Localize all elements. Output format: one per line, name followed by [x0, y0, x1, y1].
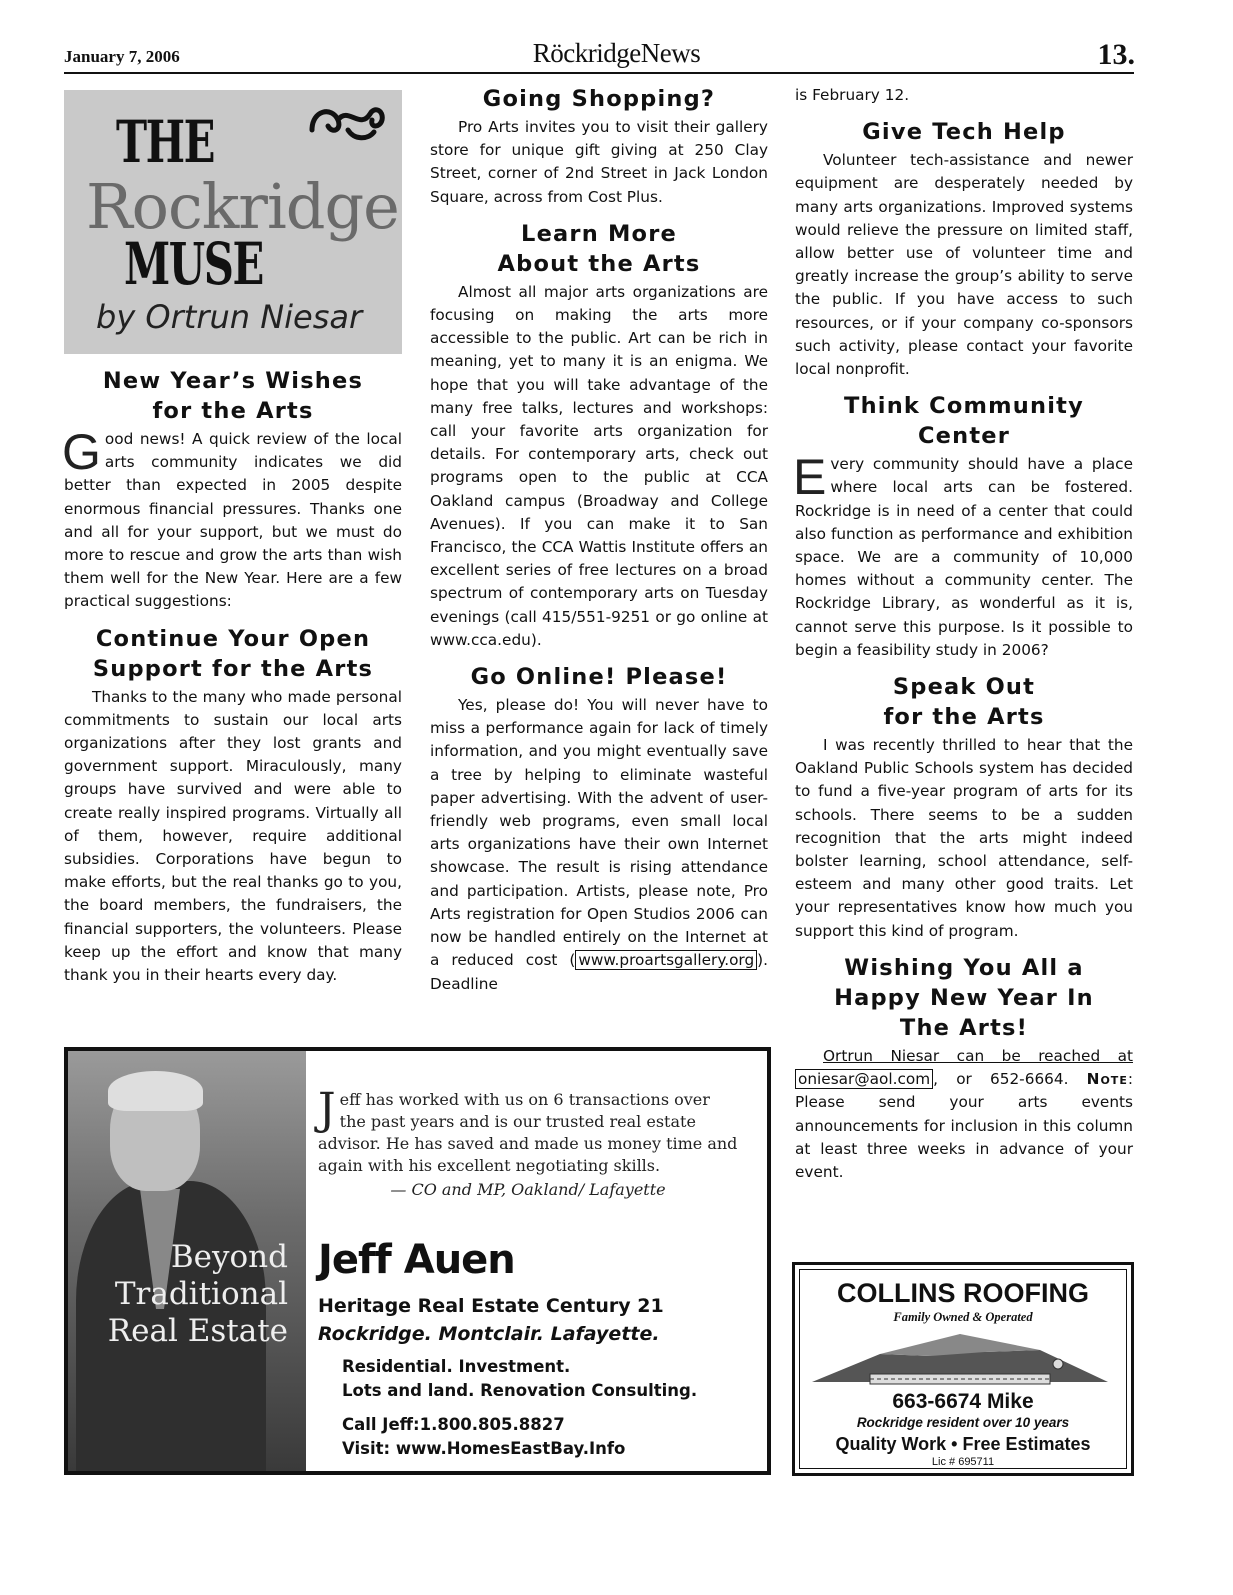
heading-line: for the Arts: [152, 398, 314, 424]
paragraph-text: , or 652-6664.: [933, 1070, 1069, 1089]
roofing-quality: Quality Work • Free Estimates: [835, 1434, 1091, 1454]
heading-learn-more: [430, 219, 768, 279]
paragraph-text: very community should have a place where local arts can be fostered. Rockridge is in need of a center that could also function as performance and exhibition space. We are a community of 10,000 homes without a community center. The Rockridge Library, as wonderful as it is, cannot serve this purpose. Is it possible to begin a feasibility study in 2006?: [795, 455, 1133, 659]
heading-give-tech-help: Give Tech Help: [862, 119, 1066, 146]
agent-phone[interactable]: Call Jeff:1.800.805.8827: [342, 1415, 565, 1434]
column-masthead: [64, 90, 402, 354]
issue-date: January 7, 2006: [64, 47, 180, 66]
roofing-phone[interactable]: 663-6674 Mike: [892, 1390, 1034, 1413]
photo-hair: [108, 1071, 203, 1111]
heading-wishing-you: [795, 953, 1133, 1043]
contact-paragraph: [795, 1045, 1133, 1184]
column-3: [795, 84, 1133, 1184]
tech-help-paragraph: Volunteer tech-assistance and newer equipment are desperately needed by many arts organizations. Improved systems would relieve the pressure on limited staff, allow better use of volunteer time and greatly increase the group’s ability to serve the public. If you have access to such resources, or if your company co-sponsors such activity, please contact your favorite local nonprofit.: [795, 151, 1133, 379]
roofing-resident: Rockridge resident over 10 years: [856, 1415, 1070, 1430]
email-link[interactable]: oniesar@aol.com: [795, 1069, 933, 1089]
agent-services: Residential. Investment.: [342, 1357, 571, 1376]
heading-line: The Arts!: [899, 1014, 1029, 1041]
page-number: 13.: [1097, 38, 1135, 71]
heading-line: Learn More: [521, 220, 677, 247]
roofing-ad-frame: [799, 1269, 1127, 1469]
heading-line: Think Community: [844, 393, 1084, 420]
community-paragraph: [793, 449, 1133, 662]
header-rule: [64, 72, 1134, 74]
drop-cap: G: [62, 424, 101, 480]
go-online-paragraph: [430, 694, 768, 996]
heading-line: for the Arts: [883, 704, 1045, 731]
heading-line: New Year’s Wishes: [102, 368, 364, 394]
heading-line: Speak Out: [892, 674, 1036, 701]
paragraph-text: ood news! A quick review of the local arts community indicates we did better than expected in 2005 despite enormous financial pressures. Thanks one and all for your support, but we must do more to rescue and grow the arts than wish them well for the New Year. Here are a few practical suggestions:: [64, 430, 402, 611]
heading-line: Happy New Year In: [834, 984, 1094, 1011]
tagline-line: Traditional: [114, 1276, 288, 1312]
ornament-icon: [308, 100, 388, 155]
paragraph-text: ). Deadline: [430, 951, 768, 993]
drop-cap: E: [793, 449, 827, 506]
heading-go-online: Go Online! Please!: [470, 664, 728, 691]
publication-name: [0, 38, 1233, 69]
masthead-the: THE: [116, 108, 215, 176]
deadline-continuation: is February 12.: [795, 86, 910, 104]
roofing-license: Lic # 695711: [931, 1456, 995, 1468]
testimonial-text: eff has worked with us on 6 transactions over the past years and is our trusted real estate advisor. He has saved and made us money time and again with his excellent negotiating skills.: [318, 1090, 738, 1175]
agent-locations: Rockridge. Montclair. Lafayette.: [318, 1323, 660, 1345]
learn-more-paragraph: Almost all major arts organizations are focusing on making the arts more accessible to the public. Art can be rich in meaning, yet to many it is an enigma. We hope that you will take advantage of the many free talks, lectures and workshops: call your favorite arts organization for details. For contemporary arts, check out programs open to the public at CCA Oakland campus (Broadway and College Avenues). If you can make it to San Francisco, the CCA Wattis Institute offers an excellent series of free lectures on a broad spectrum of contemporary arts on Tuesday evenings (call 415/551-9251 or go online at www.cca.edu).: [430, 282, 768, 649]
intro-paragraph: [62, 424, 402, 614]
heading-line: Center: [917, 423, 1011, 450]
tagline-line: Beyond: [170, 1239, 288, 1275]
heading-line: About the Arts: [497, 250, 701, 277]
heading-think-community: [795, 391, 1133, 451]
proarts-link[interactable]: www.proartsgallery.org: [575, 950, 757, 970]
masthead-byline: by Ortrun Niesar: [96, 298, 363, 336]
heading-line: Continue Your Open: [95, 625, 371, 652]
testimonial: [318, 1084, 738, 1201]
real-estate-ad: [64, 1047, 771, 1475]
column-1: [64, 366, 402, 987]
note-label: Note: [1086, 1070, 1128, 1089]
roofing-ad: [792, 1262, 1134, 1476]
paragraph-text: : Please send your arts events announcements for inclusion in this column at least three weeks in advance of your event.: [795, 1070, 1133, 1181]
tagline-line: Real Estate: [107, 1313, 288, 1349]
heading-line: Wishing You All a: [844, 954, 1084, 981]
heading-continue-support: [64, 624, 402, 684]
masthead-rockridge: Rockridge: [86, 170, 399, 243]
testimonial-attribution: — CO and MP, Oakland/ Lafayette: [390, 1180, 666, 1199]
heading-new-years-wishes: [64, 366, 402, 426]
shopping-paragraph: Pro Arts invites you to visit their gallery store for unique gift giving at 250 Clay Street, corner of 2nd Street in Jack London Square, across from Cost Plus.: [430, 118, 768, 206]
heading-speak-out: [795, 672, 1133, 732]
house-roof-icon: [810, 1326, 1110, 1392]
agent-company: Heritage Real Estate Century 21: [318, 1295, 664, 1317]
ad-tagline: [108, 1239, 288, 1350]
roofing-title: COLLINS ROOFING: [837, 1278, 1089, 1308]
column-2: [430, 84, 768, 996]
heading-line: Support for the Arts: [92, 655, 374, 682]
heading-going-shopping: Going Shopping?: [482, 86, 716, 112]
roofing-subtitle: Family Owned & Operated: [893, 1310, 1033, 1324]
masthead-muse: MUSE: [124, 230, 263, 298]
agent-website[interactable]: Visit: www.HomesEastBay.Info: [342, 1439, 626, 1458]
agent-name: Jeff Auen: [318, 1237, 515, 1283]
paragraph-text: Yes, please do! You will never have to miss a performance again for lack of timely information, and you might eventually save a tree by helping to eliminate wasteful paper advertising. With the advent of user-friendly web programs, even small local arts organizations have their own Internet showcase. The result is rising attendance and participation. Artists, please note, Pro Arts registration for Open Studios 2006 can now be handled entirely on the Internet at a reduced cost (: [430, 696, 768, 970]
publication-name-text: RöckridgeNews: [532, 38, 701, 68]
agent-services: Lots and land. Renovation Consulting.: [342, 1381, 698, 1400]
support-paragraph: Thanks to the many who made personal commitments to sustain our local arts organizations after they lost grants and government support. Miraculously, many groups have survived and were able to create really inspired programs. Virtually all of them, however, require additional subsidies. Corporations have begun to make efforts, but the real thanks go to you, the board members, the fundraisers, the financial supporters, the volunteers. Please keep up the effort and know that many thank you in their hearts every day.: [64, 687, 402, 985]
speak-out-paragraph: I was recently thrilled to hear that the Oakland Public Schools system has decided to fund a five-year program of arts for its schools. There seems to be a sudden recognition that the arts might indeed bolster learning, school attendance, self-esteem and many other good traits. Let your representatives know how much you support this kind of program.: [795, 736, 1133, 940]
agent-photo: [68, 1051, 306, 1471]
paragraph-text: Ortrun Niesar can be reached at: [823, 1046, 1133, 1065]
testimonial-initial: J: [318, 1084, 336, 1135]
